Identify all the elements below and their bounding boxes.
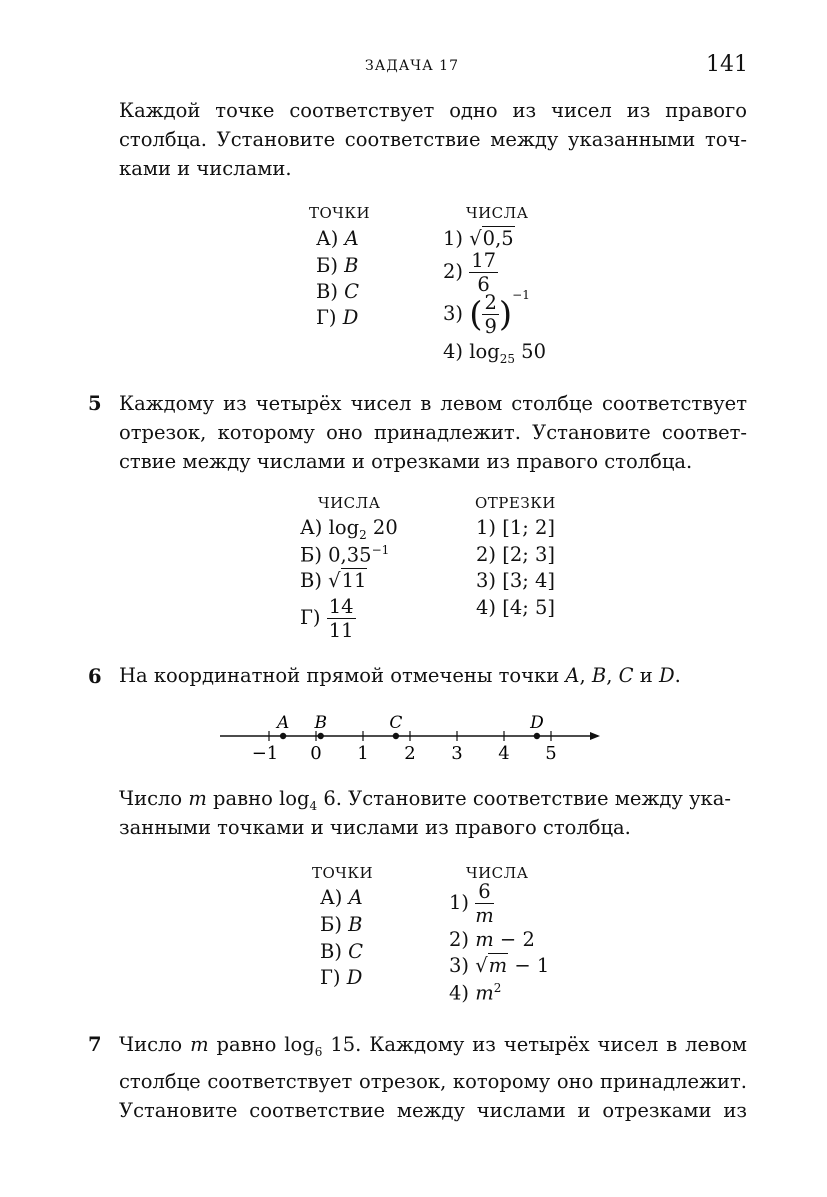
text-line: Каждому из четырёх чисел в левом столбце соответствует [119,392,747,415]
segment-3: 3) [3; 4] [476,569,556,592]
right-item-3: 3) ( $\frac{2}{9}$ )$^{-1}$ [443,287,530,338]
axis-tick-label: 2 [404,743,416,764]
segment-1: 1) [1; 2] [476,516,556,539]
radicand: 0,5 [482,227,514,250]
left-item-d: Г) D [316,306,359,329]
axis-tick-label: 3 [451,743,463,764]
text-line: столбце соответствует отрезок, которому оно принадлежит. [119,1069,747,1093]
right-paren: ) [498,294,513,335]
fraction: $\frac{2}{9}$ [484,291,497,338]
radicand: m [488,954,508,977]
text-line: Установите соответствие между числами и отрезками из [119,1098,747,1122]
sqrt-sign: √ [328,569,341,592]
left-item-d: Г) $\frac{14}{11}$ [300,595,354,642]
column-header-points: ТОЧКИ [312,864,374,882]
right-item-3: 3) √m − 1 [449,954,550,977]
number-line [200,705,620,765]
column-header-numbers: ЧИСЛА [466,204,529,222]
left-paren: ( [469,294,483,335]
point-b-marker [318,733,324,739]
axis-tick-label: −1 [251,743,279,764]
right-item-4: 4) $\log_{25} 50$ [443,340,546,366]
problem-5-text [119,389,747,476]
point-a-label: A [276,713,290,733]
axis-tick-label: 5 [545,743,557,764]
right-item-2: 2) $\frac{17}{6}$ [443,249,497,296]
problem-6-m-line: Число m равно $\log_4 6$. Установите соответствие между ука- [119,787,731,813]
point-d-marker [534,733,540,739]
point-c-label: C [389,713,403,733]
segment-2: 2) [2; 3] [476,543,556,566]
page-number: 141 [706,52,748,77]
left-item-c: В) C [316,280,360,303]
column-header-numbers: ЧИСЛА [318,494,381,512]
fraction: $\frac{17}{6}$ [471,249,497,296]
fraction: $\frac{6}{m}$ [475,880,494,927]
axis-tick-label: 4 [498,743,510,764]
running-header-title: ЗАДАЧА 17 [365,58,459,74]
problem-7-text [119,1030,747,1125]
left-item-a: А) A [320,886,363,909]
axis-arrow [590,732,600,740]
problem-6-line2: занными точками и числами из правого столбца. [119,816,631,839]
left-item-b: Б) B [316,254,359,277]
text-line: ствие между числами и отрезками из правого столбца. [119,450,693,473]
column-header-points: ТОЧКИ [309,204,371,222]
axis-tick-label: 1 [357,743,369,764]
point-d-label: D [530,713,544,733]
segment-4: 4) [4; 5] [476,596,556,619]
problem-number-6: 6 [88,665,102,688]
right-item-1: 1) $\frac{6}{m}$ [449,880,494,927]
radicand: 11 [341,569,367,592]
text-line: ками и числами. [119,157,292,180]
text-line: столбца. Установите соответствие между указанными точ- [119,128,747,151]
left-item-b: Б) B [320,913,363,936]
left-item-c: В) √11 [300,569,367,592]
column-header-segments: ОТРЕЗКИ [475,494,556,512]
text-line: Каждой точке соответствует одно из чисел из правого [119,99,747,122]
point-a-marker [280,733,286,739]
point-c-marker [393,733,399,739]
left-item-a: А) $\log_2 20$ [300,516,398,542]
left-item-a: А) A [316,227,359,250]
left-item-d: Г) D [320,966,363,989]
sqrt-sign: √ [475,954,488,977]
left-item-c: В) C [320,940,364,963]
left-item-b: Б) $0,35^{-1}$ [300,543,390,567]
text-line: Число m равно $\log_6 15$. Каждому из четырёх чисел в левом [119,1033,747,1059]
axis-tick-label: 0 [310,743,322,764]
right-item-4: 4) $m^2$ [449,981,502,1005]
problem-number-7: 7 [88,1033,102,1056]
right-item-1: 1) √0,5 [443,227,514,250]
text-line: отрезок, которому оно принадлежит. Установите соответ- [119,421,747,444]
point-b-label: B [314,713,327,733]
sqrt-sign: √ [469,227,482,250]
problem-6-statement: На координатной прямой отмечены точки A, B, C и D. [119,664,681,687]
column-header-numbers: ЧИСЛА [466,864,529,882]
intro-paragraph [119,96,747,183]
right-item-2: 2) m − 2 [449,928,535,951]
fraction: $\frac{14}{11}$ [328,595,354,642]
problem-number-5: 5 [88,392,102,415]
